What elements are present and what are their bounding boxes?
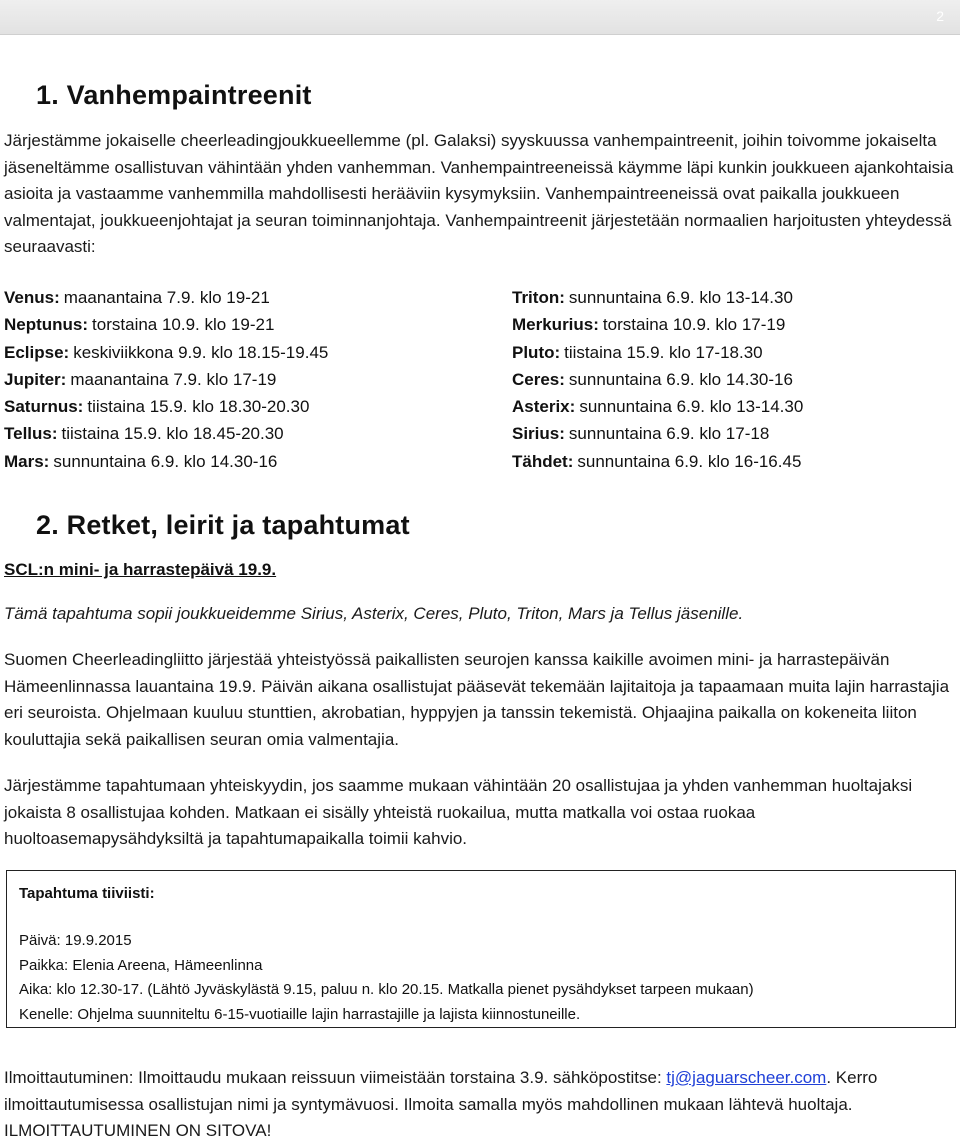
summary-line: Kenelle: Ohjelma suunniteltu 6-15-vuotiaille lajin harrastajille ja lajista kiinnostuneille. [19,1005,581,1023]
page-number: 2 [936,8,944,24]
practice-time: sunnuntaina 6.9. klo 16-16.45 [577,451,802,471]
schedule-row [512,393,803,420]
schedule-row [512,448,803,475]
event-description: Suomen Cheerleadingliitto järjestää yhteistyössä paikallisten seurojen kanssa kaikille avoimen mini- ja harrastepäivän Hämeenlinnassa lauantaina 19.9. Päivän aikana osallistujat pääsevät tekemään lajitaitoja ja tapaamaan muita lajin harrastajia eri seuroista. Ohjelmaan kuuluu stunttien, akrobatian, hyppyjen ja tanssin tekemistä. Ohjaajina paikalla on kokeneita liiton kouluttajia sekä paikallisen seuran omia valmentajia. [4,650,950,749]
summary-line: Päivä: 19.9.2015 [19,932,132,949]
summary-box-title: Tapahtuma tiiviisti: [19,885,155,902]
schedule-row [512,420,803,447]
schedule-row [4,448,328,475]
team-name: Merkurius: [512,315,599,335]
schedule-right-column [512,284,803,475]
team-name: Venus: [4,288,60,307]
practice-time: tiistaina 15.9. klo 17-18.30 [564,342,763,362]
schedule-row [4,420,328,447]
event-title: SCL:n mini- ja harrastepäivä 19.9. [4,560,277,579]
team-name: Pluto: [512,342,561,362]
event-audience-note: Tämä tapahtuma sopii joukkueidemme Sirius, Asterix, Ceres, Pluto, Triton, Mars ja Tellus jäsenille. [4,604,744,623]
schedule-row [512,366,803,393]
team-name: Tähdet: [512,451,574,471]
section-1-intro: Järjestämme jokaiselle cheerleadingjoukkueellemme (pl. Galaksi) syyskuussa vanhempaintreenit, joihin toivomme jokaiselta jäseneltämme osallistuvan vähintään yhden vanhemman. Vanhempaintreeneissä käymme läpi kunkin joukkueen ajankohtaisia asioita ja vastaamme vanhemmilla mahdollisesti herääviin kysymyksiin. Vanhempaintreeneissä ovat paikalla joukkueen valmentajat, joukkueenjohtajat ja seuran toiminnanjohtaja. Vanhempaintreenit järjestetään normaalien harjoitusten yhteydessä seuraavasti: [4,131,954,256]
team-name: Asterix: [512,397,576,417]
practice-time: torstaina 10.9. klo 19-21 [92,315,275,335]
summary-line: Paikka: Elenia Areena, Hämeenlinna [19,956,263,974]
practice-time: sunnuntaina 6.9. klo 13-14.30 [568,288,793,307]
section-2-heading: 2. Retket, leirit ja tapahtumat [36,510,410,540]
schedule-row [4,366,328,393]
summary-line: Aika: klo 12.30-17. (Lähtö Jyväskylästä 9.15, paluu n. klo 20.15. Matkalla pienet pysähdykset tarpeen mukaan) [19,981,754,998]
practice-time: torstaina 10.9. klo 17-19 [602,315,786,335]
practice-time: maanantaina 7.9. klo 19-21 [63,288,270,307]
practice-time: sunnuntaina 6.9. klo 13-14.30 [579,397,804,417]
team-name: Saturnus: [4,397,84,417]
registration-text-after: . Kerro ilmoittautumisessa osallistujan nimi ja syntymävuosi. Ilmoita samalla myös mahdollinen mukaan lähtevä huoltaja. ILMOITTAUTUMINEN ON SITOVA! [4,1068,878,1140]
schedule-row [4,339,328,366]
registration-text-before: Ilmoittautuminen: Ilmoittaudu mukaan reissuun viimeistään torstaina 3.9. sähköpostitse: [4,1068,667,1087]
practice-time: sunnuntaina 6.9. klo 17-18 [568,424,770,444]
schedule-row [512,284,803,311]
page-header-bar [0,0,960,35]
team-name: Ceres: [512,369,565,389]
event-transport-info: Järjestämme tapahtumaan yhteiskyydin, jos saamme mukaan vähintään 20 osallistujaa ja yhden vanhemman huoltajaksi jokaista 8 osallistujaa kohden. Matkaan ei sisälly yhteistä ruokailua, mutta matkalla voi ostaa ruokaa huoltoasemapysähdyksiltä ja tapahtumapaikalla toimii kahvio. [4,776,913,848]
practice-time: tiistaina 15.9. klo 18.30-20.30 [87,397,310,417]
team-name: Jupiter: [4,369,67,389]
schedule-row [4,284,328,311]
practice-time: tiistaina 15.9. klo 18.45-20.30 [61,424,284,444]
team-name: Tellus: [4,424,58,444]
practice-time: sunnuntaina 6.9. klo 14.30-16 [568,369,793,389]
schedule-row [512,339,803,366]
event-summary-box [6,870,956,1028]
team-name: Neptunus: [4,315,89,335]
team-name: Eclipse: [4,342,70,362]
schedule-row [512,311,803,338]
practice-time: sunnuntaina 6.9. klo 14.30-16 [53,451,278,471]
registration-email-link[interactable]: tj@jaguarscheer.com [666,1068,827,1087]
team-name: Sirius: [512,424,565,444]
schedule-left-column [4,284,328,475]
team-name: Mars: [4,451,50,471]
schedule-row [4,393,328,420]
summary-box-lines [19,929,754,1027]
section-1-heading: 1. Vanhempaintreenit [36,80,312,110]
team-name: Triton: [512,288,565,307]
schedule-row [4,311,328,338]
practice-time: keskiviikkona 9.9. klo 18.15-19.45 [73,342,329,362]
practice-time: maanantaina 7.9. klo 17-19 [70,369,277,389]
registration-info [4,1065,959,1145]
